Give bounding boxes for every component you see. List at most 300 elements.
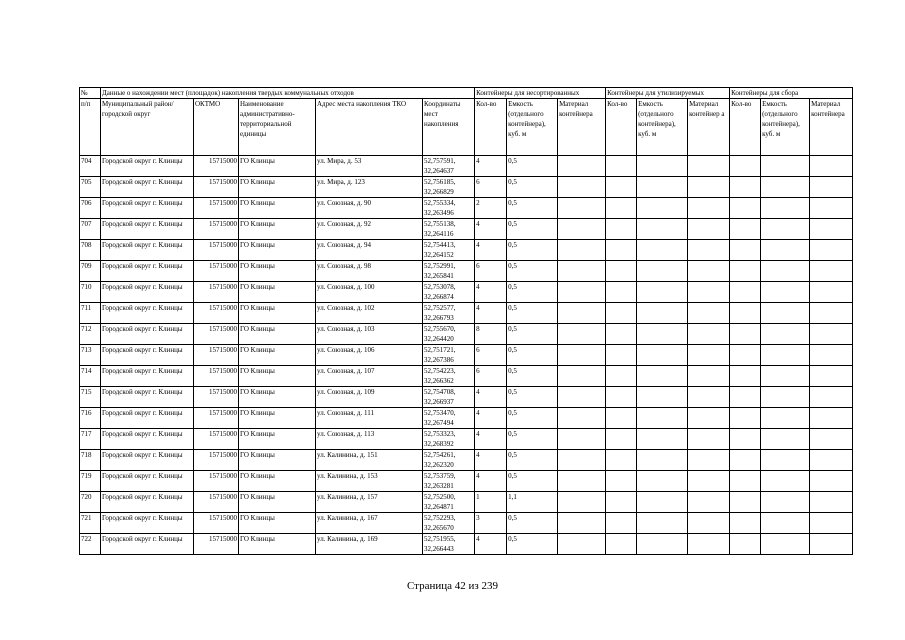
- cell-material-unsorted: [558, 408, 606, 429]
- cell-municipal: Городской округ г. Клинцы: [101, 303, 194, 324]
- cell-oktmo: 15715000: [194, 513, 239, 534]
- cell-count-utilized: [606, 198, 637, 219]
- cell-municipal: Городской округ г. Клинцы: [101, 324, 194, 345]
- cell-volume-utilized: [637, 156, 688, 177]
- table-row: [80, 240, 853, 261]
- cell-volume-collection: [761, 492, 810, 513]
- cell-oktmo: 15715000: [194, 282, 239, 303]
- cell-material-utilized: [688, 240, 730, 261]
- cell-coords: 52,751721, 32,267386: [423, 345, 475, 366]
- table-row: [80, 282, 853, 303]
- cell-municipal: Городской округ г. Клинцы: [101, 387, 194, 408]
- cell-volume-utilized: [637, 387, 688, 408]
- col-header-material-unsorted: Материал контейнера: [558, 99, 606, 156]
- cell-count-unsorted: 4: [475, 387, 507, 408]
- cell-volume-unsorted: 0,5: [507, 366, 558, 387]
- cell-address: ул. Мира, д. 123: [316, 177, 423, 198]
- cell-count-collection: [730, 513, 761, 534]
- cell-count-utilized: [606, 534, 637, 555]
- cell-material-utilized: [688, 366, 730, 387]
- col-header-count-collection: Кол-во: [730, 99, 761, 156]
- cell-municipal: Городской округ г. Клинцы: [101, 177, 194, 198]
- cell-material-unsorted: [558, 366, 606, 387]
- cell-count-collection: [730, 366, 761, 387]
- cell-material-collection: [810, 408, 853, 429]
- cell-material-collection: [810, 429, 853, 450]
- cell-address: ул. Союзная, д. 103: [316, 324, 423, 345]
- cell-count-unsorted: 6: [475, 261, 507, 282]
- cell-count-collection: [730, 324, 761, 345]
- cell-num: 714: [80, 366, 101, 387]
- cell-count-utilized: [606, 324, 637, 345]
- cell-count-unsorted: 4: [475, 429, 507, 450]
- cell-admin: ГО Клинцы: [239, 534, 316, 555]
- cell-volume-collection: [761, 219, 810, 240]
- cell-material-unsorted: [558, 345, 606, 366]
- cell-count-collection: [730, 240, 761, 261]
- cell-count-collection: [730, 198, 761, 219]
- cell-oktmo: 15715000: [194, 408, 239, 429]
- group-header-num: №: [80, 88, 101, 99]
- cell-admin: ГО Клинцы: [239, 156, 316, 177]
- cell-volume-utilized: [637, 345, 688, 366]
- cell-volume-unsorted: 0,5: [507, 513, 558, 534]
- cell-count-unsorted: 4: [475, 156, 507, 177]
- cell-volume-collection: [761, 534, 810, 555]
- cell-address: ул. Союзная, д. 98: [316, 261, 423, 282]
- cell-volume-unsorted: 0,5: [507, 345, 558, 366]
- cell-municipal: Городской округ г. Клинцы: [101, 219, 194, 240]
- cell-admin: ГО Клинцы: [239, 261, 316, 282]
- cell-volume-unsorted: 0,5: [507, 219, 558, 240]
- cell-num: 716: [80, 408, 101, 429]
- cell-volume-collection: [761, 387, 810, 408]
- table-body: [80, 156, 853, 555]
- cell-count-collection: [730, 471, 761, 492]
- col-header-admin: Наименование административно-территориальной единицы: [239, 99, 316, 156]
- cell-municipal: Городской округ г. Клинцы: [101, 492, 194, 513]
- col-header-material-collection: Материал контейнера: [810, 99, 853, 156]
- cell-volume-utilized: [637, 429, 688, 450]
- table-row: [80, 471, 853, 492]
- table-row: [80, 156, 853, 177]
- cell-count-utilized: [606, 513, 637, 534]
- cell-count-unsorted: 1: [475, 492, 507, 513]
- cell-coords: 52,753470, 32,267494: [423, 408, 475, 429]
- cell-volume-collection: [761, 282, 810, 303]
- cell-count-unsorted: 6: [475, 345, 507, 366]
- cell-num: 710: [80, 282, 101, 303]
- cell-coords: 52,756185, 32,266829: [423, 177, 475, 198]
- cell-volume-collection: [761, 261, 810, 282]
- cell-address: ул. Калинина, д. 153: [316, 471, 423, 492]
- cell-count-utilized: [606, 408, 637, 429]
- cell-volume-utilized: [637, 282, 688, 303]
- cell-admin: ГО Клинцы: [239, 408, 316, 429]
- cell-oktmo: 15715000: [194, 387, 239, 408]
- cell-admin: ГО Клинцы: [239, 471, 316, 492]
- cell-admin: ГО Клинцы: [239, 324, 316, 345]
- cell-coords: 52,757591, 32,264637: [423, 156, 475, 177]
- cell-count-unsorted: 4: [475, 240, 507, 261]
- cell-material-collection: [810, 303, 853, 324]
- cell-volume-unsorted: 0,5: [507, 471, 558, 492]
- cell-num: 711: [80, 303, 101, 324]
- cell-coords: 52,755670, 32,264420: [423, 324, 475, 345]
- cell-material-utilized: [688, 429, 730, 450]
- cell-volume-collection: [761, 471, 810, 492]
- table-row: [80, 366, 853, 387]
- cell-municipal: Городской округ г. Клинцы: [101, 513, 194, 534]
- cell-coords: 52,753759, 32,263281: [423, 471, 475, 492]
- col-header-volume-collection: Емкость (отдельного контейнера), куб. м: [761, 99, 810, 156]
- cell-municipal: Городской округ г. Клинцы: [101, 471, 194, 492]
- cell-coords: 52,755334, 32,263496: [423, 198, 475, 219]
- cell-num: 709: [80, 261, 101, 282]
- cell-address: ул. Союзная, д. 102: [316, 303, 423, 324]
- cell-coords: 52,754261, 32,262320: [423, 450, 475, 471]
- cell-count-collection: [730, 429, 761, 450]
- cell-address: ул. Союзная, д. 113: [316, 429, 423, 450]
- col-header-address: Адрес места накопления ТКО: [316, 99, 423, 156]
- cell-material-utilized: [688, 492, 730, 513]
- cell-municipal: Городской округ г. Клинцы: [101, 282, 194, 303]
- cell-admin: ГО Клинцы: [239, 513, 316, 534]
- cell-material-unsorted: [558, 324, 606, 345]
- cell-coords: 52,754413, 32,264152: [423, 240, 475, 261]
- cell-material-unsorted: [558, 450, 606, 471]
- cell-admin: ГО Клинцы: [239, 345, 316, 366]
- cell-count-utilized: [606, 450, 637, 471]
- cell-material-collection: [810, 219, 853, 240]
- cell-volume-collection: [761, 450, 810, 471]
- cell-num: 721: [80, 513, 101, 534]
- cell-coords: 52,752991, 32,265841: [423, 261, 475, 282]
- cell-coords: 52,753323, 32,268392: [423, 429, 475, 450]
- cell-volume-unsorted: 0,5: [507, 534, 558, 555]
- table-row: [80, 303, 853, 324]
- cell-oktmo: 15715000: [194, 156, 239, 177]
- cell-count-collection: [730, 408, 761, 429]
- cell-address: ул. Мира, д. 53: [316, 156, 423, 177]
- tko-sites-table: [79, 87, 853, 555]
- table-row: [80, 513, 853, 534]
- col-header-count-unsorted: Кол-во: [475, 99, 507, 156]
- cell-volume-unsorted: 0,5: [507, 429, 558, 450]
- cell-count-utilized: [606, 219, 637, 240]
- cell-address: ул. Калинина, д. 151: [316, 450, 423, 471]
- cell-count-utilized: [606, 345, 637, 366]
- cell-count-unsorted: 4: [475, 450, 507, 471]
- col-header-material-utilized: Материал контейнер а: [688, 99, 730, 156]
- cell-material-unsorted: [558, 156, 606, 177]
- cell-volume-utilized: [637, 471, 688, 492]
- table-row: [80, 387, 853, 408]
- cell-municipal: Городской округ г. Клинцы: [101, 198, 194, 219]
- col-header-municipal: Муниципальный район/городской округ: [101, 99, 194, 156]
- cell-admin: ГО Клинцы: [239, 387, 316, 408]
- cell-admin: ГО Клинцы: [239, 198, 316, 219]
- cell-num: 712: [80, 324, 101, 345]
- cell-volume-utilized: [637, 492, 688, 513]
- table-row: [80, 198, 853, 219]
- cell-material-collection: [810, 177, 853, 198]
- col-header-volume-unsorted: Емкость (отдельного контейнера), куб. м: [507, 99, 558, 156]
- cell-material-utilized: [688, 471, 730, 492]
- table-row: [80, 492, 853, 513]
- cell-count-unsorted: 4: [475, 408, 507, 429]
- cell-count-unsorted: 6: [475, 366, 507, 387]
- cell-count-collection: [730, 156, 761, 177]
- cell-municipal: Городской округ г. Клинцы: [101, 156, 194, 177]
- cell-count-collection: [730, 177, 761, 198]
- cell-admin: ГО Клинцы: [239, 177, 316, 198]
- cell-volume-utilized: [637, 219, 688, 240]
- cell-volume-utilized: [637, 534, 688, 555]
- cell-material-collection: [810, 324, 853, 345]
- table-row: [80, 408, 853, 429]
- cell-admin: ГО Клинцы: [239, 366, 316, 387]
- cell-material-collection: [810, 534, 853, 555]
- cell-material-utilized: [688, 219, 730, 240]
- cell-material-utilized: [688, 177, 730, 198]
- cell-count-unsorted: 2: [475, 198, 507, 219]
- cell-admin: ГО Клинцы: [239, 219, 316, 240]
- table-row: [80, 324, 853, 345]
- cell-count-unsorted: 3: [475, 513, 507, 534]
- cell-material-collection: [810, 450, 853, 471]
- cell-num: 718: [80, 450, 101, 471]
- cell-material-utilized: [688, 387, 730, 408]
- cell-count-collection: [730, 261, 761, 282]
- cell-oktmo: 15715000: [194, 303, 239, 324]
- col-header-num: п/п: [80, 99, 101, 156]
- cell-address: ул. Калинина, д. 157: [316, 492, 423, 513]
- table-row: [80, 534, 853, 555]
- table-row: [80, 345, 853, 366]
- cell-material-unsorted: [558, 387, 606, 408]
- cell-address: ул. Союзная, д. 107: [316, 366, 423, 387]
- cell-material-unsorted: [558, 282, 606, 303]
- cell-count-unsorted: 4: [475, 471, 507, 492]
- cell-count-utilized: [606, 471, 637, 492]
- cell-count-collection: [730, 219, 761, 240]
- cell-coords: 52,752293, 32,265670: [423, 513, 475, 534]
- cell-material-unsorted: [558, 471, 606, 492]
- col-header-volume-utilized: Емкость (отдельного контейнера), куб. м: [637, 99, 688, 156]
- table-row: [80, 429, 853, 450]
- cell-municipal: Городской округ г. Клинцы: [101, 534, 194, 555]
- cell-material-collection: [810, 387, 853, 408]
- cell-oktmo: 15715000: [194, 366, 239, 387]
- cell-count-utilized: [606, 492, 637, 513]
- cell-material-unsorted: [558, 513, 606, 534]
- cell-material-unsorted: [558, 261, 606, 282]
- cell-address: ул. Калинина, д. 167: [316, 513, 423, 534]
- cell-admin: ГО Клинцы: [239, 492, 316, 513]
- col-header-oktmo: ОКТМО: [194, 99, 239, 156]
- cell-municipal: Городской округ г. Клинцы: [101, 345, 194, 366]
- cell-count-collection: [730, 492, 761, 513]
- cell-municipal: Городской округ г. Клинцы: [101, 429, 194, 450]
- cell-volume-collection: [761, 303, 810, 324]
- cell-count-utilized: [606, 240, 637, 261]
- cell-volume-unsorted: 0,5: [507, 261, 558, 282]
- cell-address: ул. Союзная, д. 94: [316, 240, 423, 261]
- cell-count-unsorted: 6: [475, 177, 507, 198]
- cell-count-unsorted: 8: [475, 324, 507, 345]
- cell-count-utilized: [606, 261, 637, 282]
- cell-volume-utilized: [637, 366, 688, 387]
- cell-num: 722: [80, 534, 101, 555]
- cell-count-collection: [730, 387, 761, 408]
- cell-material-utilized: [688, 324, 730, 345]
- cell-oktmo: 15715000: [194, 324, 239, 345]
- cell-count-utilized: [606, 156, 637, 177]
- cell-num: 704: [80, 156, 101, 177]
- cell-volume-unsorted: 0,5: [507, 450, 558, 471]
- cell-material-unsorted: [558, 240, 606, 261]
- cell-material-collection: [810, 471, 853, 492]
- column-header-row: [80, 99, 853, 156]
- cell-volume-collection: [761, 513, 810, 534]
- cell-coords: 52,754223, 32,266362: [423, 366, 475, 387]
- cell-material-unsorted: [558, 219, 606, 240]
- cell-num: 719: [80, 471, 101, 492]
- cell-volume-collection: [761, 366, 810, 387]
- cell-address: ул. Союзная, д. 111: [316, 408, 423, 429]
- cell-num: 705: [80, 177, 101, 198]
- cell-volume-unsorted: 0,5: [507, 408, 558, 429]
- cell-num: 707: [80, 219, 101, 240]
- group-header-data: Данные о нахождении мест (площадок) накопления твердых коммунальных отходов: [101, 88, 475, 99]
- cell-volume-utilized: [637, 198, 688, 219]
- cell-coords: 52,751955, 32,266443: [423, 534, 475, 555]
- cell-volume-unsorted: 0,5: [507, 387, 558, 408]
- cell-volume-utilized: [637, 177, 688, 198]
- cell-address: ул. Союзная, д. 109: [316, 387, 423, 408]
- cell-count-unsorted: 4: [475, 282, 507, 303]
- cell-count-collection: [730, 345, 761, 366]
- cell-material-unsorted: [558, 429, 606, 450]
- cell-material-utilized: [688, 261, 730, 282]
- group-header-utilized: Контейнеры для утилизируемых: [606, 88, 730, 99]
- cell-volume-unsorted: 0,5: [507, 240, 558, 261]
- cell-municipal: Городской округ г. Клинцы: [101, 408, 194, 429]
- cell-coords: 52,754708, 32,266937: [423, 387, 475, 408]
- cell-volume-unsorted: 0,5: [507, 198, 558, 219]
- cell-admin: ГО Клинцы: [239, 240, 316, 261]
- group-header-collection: Контейнеры для сбора: [730, 88, 853, 99]
- cell-count-utilized: [606, 303, 637, 324]
- cell-volume-collection: [761, 240, 810, 261]
- cell-material-collection: [810, 240, 853, 261]
- cell-count-collection: [730, 303, 761, 324]
- cell-material-collection: [810, 282, 853, 303]
- cell-oktmo: 15715000: [194, 261, 239, 282]
- group-header-unsorted: Контейнеры для несортированных: [475, 88, 606, 99]
- cell-oktmo: 15715000: [194, 219, 239, 240]
- cell-material-collection: [810, 261, 853, 282]
- cell-count-collection: [730, 450, 761, 471]
- cell-oktmo: 15715000: [194, 534, 239, 555]
- cell-oktmo: 15715000: [194, 492, 239, 513]
- col-header-coords: Координаты мест накопления: [423, 99, 475, 156]
- cell-volume-unsorted: 0,5: [507, 177, 558, 198]
- cell-municipal: Городской округ г. Клинцы: [101, 366, 194, 387]
- group-header-row: [80, 88, 853, 99]
- cell-oktmo: 15715000: [194, 240, 239, 261]
- cell-coords: 52,752500, 32,264871: [423, 492, 475, 513]
- cell-num: 715: [80, 387, 101, 408]
- cell-count-collection: [730, 534, 761, 555]
- col-header-count-utilized: Кол-во: [606, 99, 637, 156]
- cell-material-utilized: [688, 513, 730, 534]
- cell-volume-collection: [761, 324, 810, 345]
- cell-address: ул. Союзная, д. 106: [316, 345, 423, 366]
- cell-num: 708: [80, 240, 101, 261]
- cell-num: 706: [80, 198, 101, 219]
- cell-admin: ГО Клинцы: [239, 450, 316, 471]
- cell-material-collection: [810, 492, 853, 513]
- table-row: [80, 261, 853, 282]
- cell-material-utilized: [688, 345, 730, 366]
- cell-oktmo: 15715000: [194, 198, 239, 219]
- cell-count-utilized: [606, 177, 637, 198]
- cell-volume-collection: [761, 345, 810, 366]
- cell-address: ул. Союзная, д. 90: [316, 198, 423, 219]
- cell-material-collection: [810, 198, 853, 219]
- cell-count-utilized: [606, 429, 637, 450]
- cell-count-unsorted: 4: [475, 303, 507, 324]
- cell-material-utilized: [688, 534, 730, 555]
- cell-count-utilized: [606, 282, 637, 303]
- cell-material-unsorted: [558, 198, 606, 219]
- cell-municipal: Городской округ г. Клинцы: [101, 261, 194, 282]
- cell-material-utilized: [688, 450, 730, 471]
- table-row: [80, 450, 853, 471]
- cell-num: 720: [80, 492, 101, 513]
- cell-municipal: Городской округ г. Клинцы: [101, 450, 194, 471]
- cell-count-unsorted: 4: [475, 534, 507, 555]
- cell-volume-collection: [761, 156, 810, 177]
- page-number: Страница 42 из 239: [406, 580, 499, 592]
- cell-volume-collection: [761, 408, 810, 429]
- cell-address: ул. Калинина, д. 169: [316, 534, 423, 555]
- cell-municipal: Городской округ г. Клинцы: [101, 240, 194, 261]
- cell-material-collection: [810, 513, 853, 534]
- cell-admin: ГО Клинцы: [239, 429, 316, 450]
- cell-oktmo: 15715000: [194, 345, 239, 366]
- cell-material-utilized: [688, 156, 730, 177]
- cell-num: 717: [80, 429, 101, 450]
- cell-material-collection: [810, 366, 853, 387]
- cell-count-unsorted: 4: [475, 219, 507, 240]
- cell-count-collection: [730, 282, 761, 303]
- cell-volume-utilized: [637, 513, 688, 534]
- cell-volume-utilized: [637, 324, 688, 345]
- cell-volume-utilized: [637, 261, 688, 282]
- cell-volume-utilized: [637, 450, 688, 471]
- table-row: [80, 177, 853, 198]
- cell-coords: 52,752577, 32,266793: [423, 303, 475, 324]
- cell-volume-utilized: [637, 303, 688, 324]
- cell-material-unsorted: [558, 177, 606, 198]
- cell-volume-unsorted: 1,1: [507, 492, 558, 513]
- cell-count-utilized: [606, 366, 637, 387]
- cell-coords: 52,755138, 32,264116: [423, 219, 475, 240]
- cell-volume-collection: [761, 177, 810, 198]
